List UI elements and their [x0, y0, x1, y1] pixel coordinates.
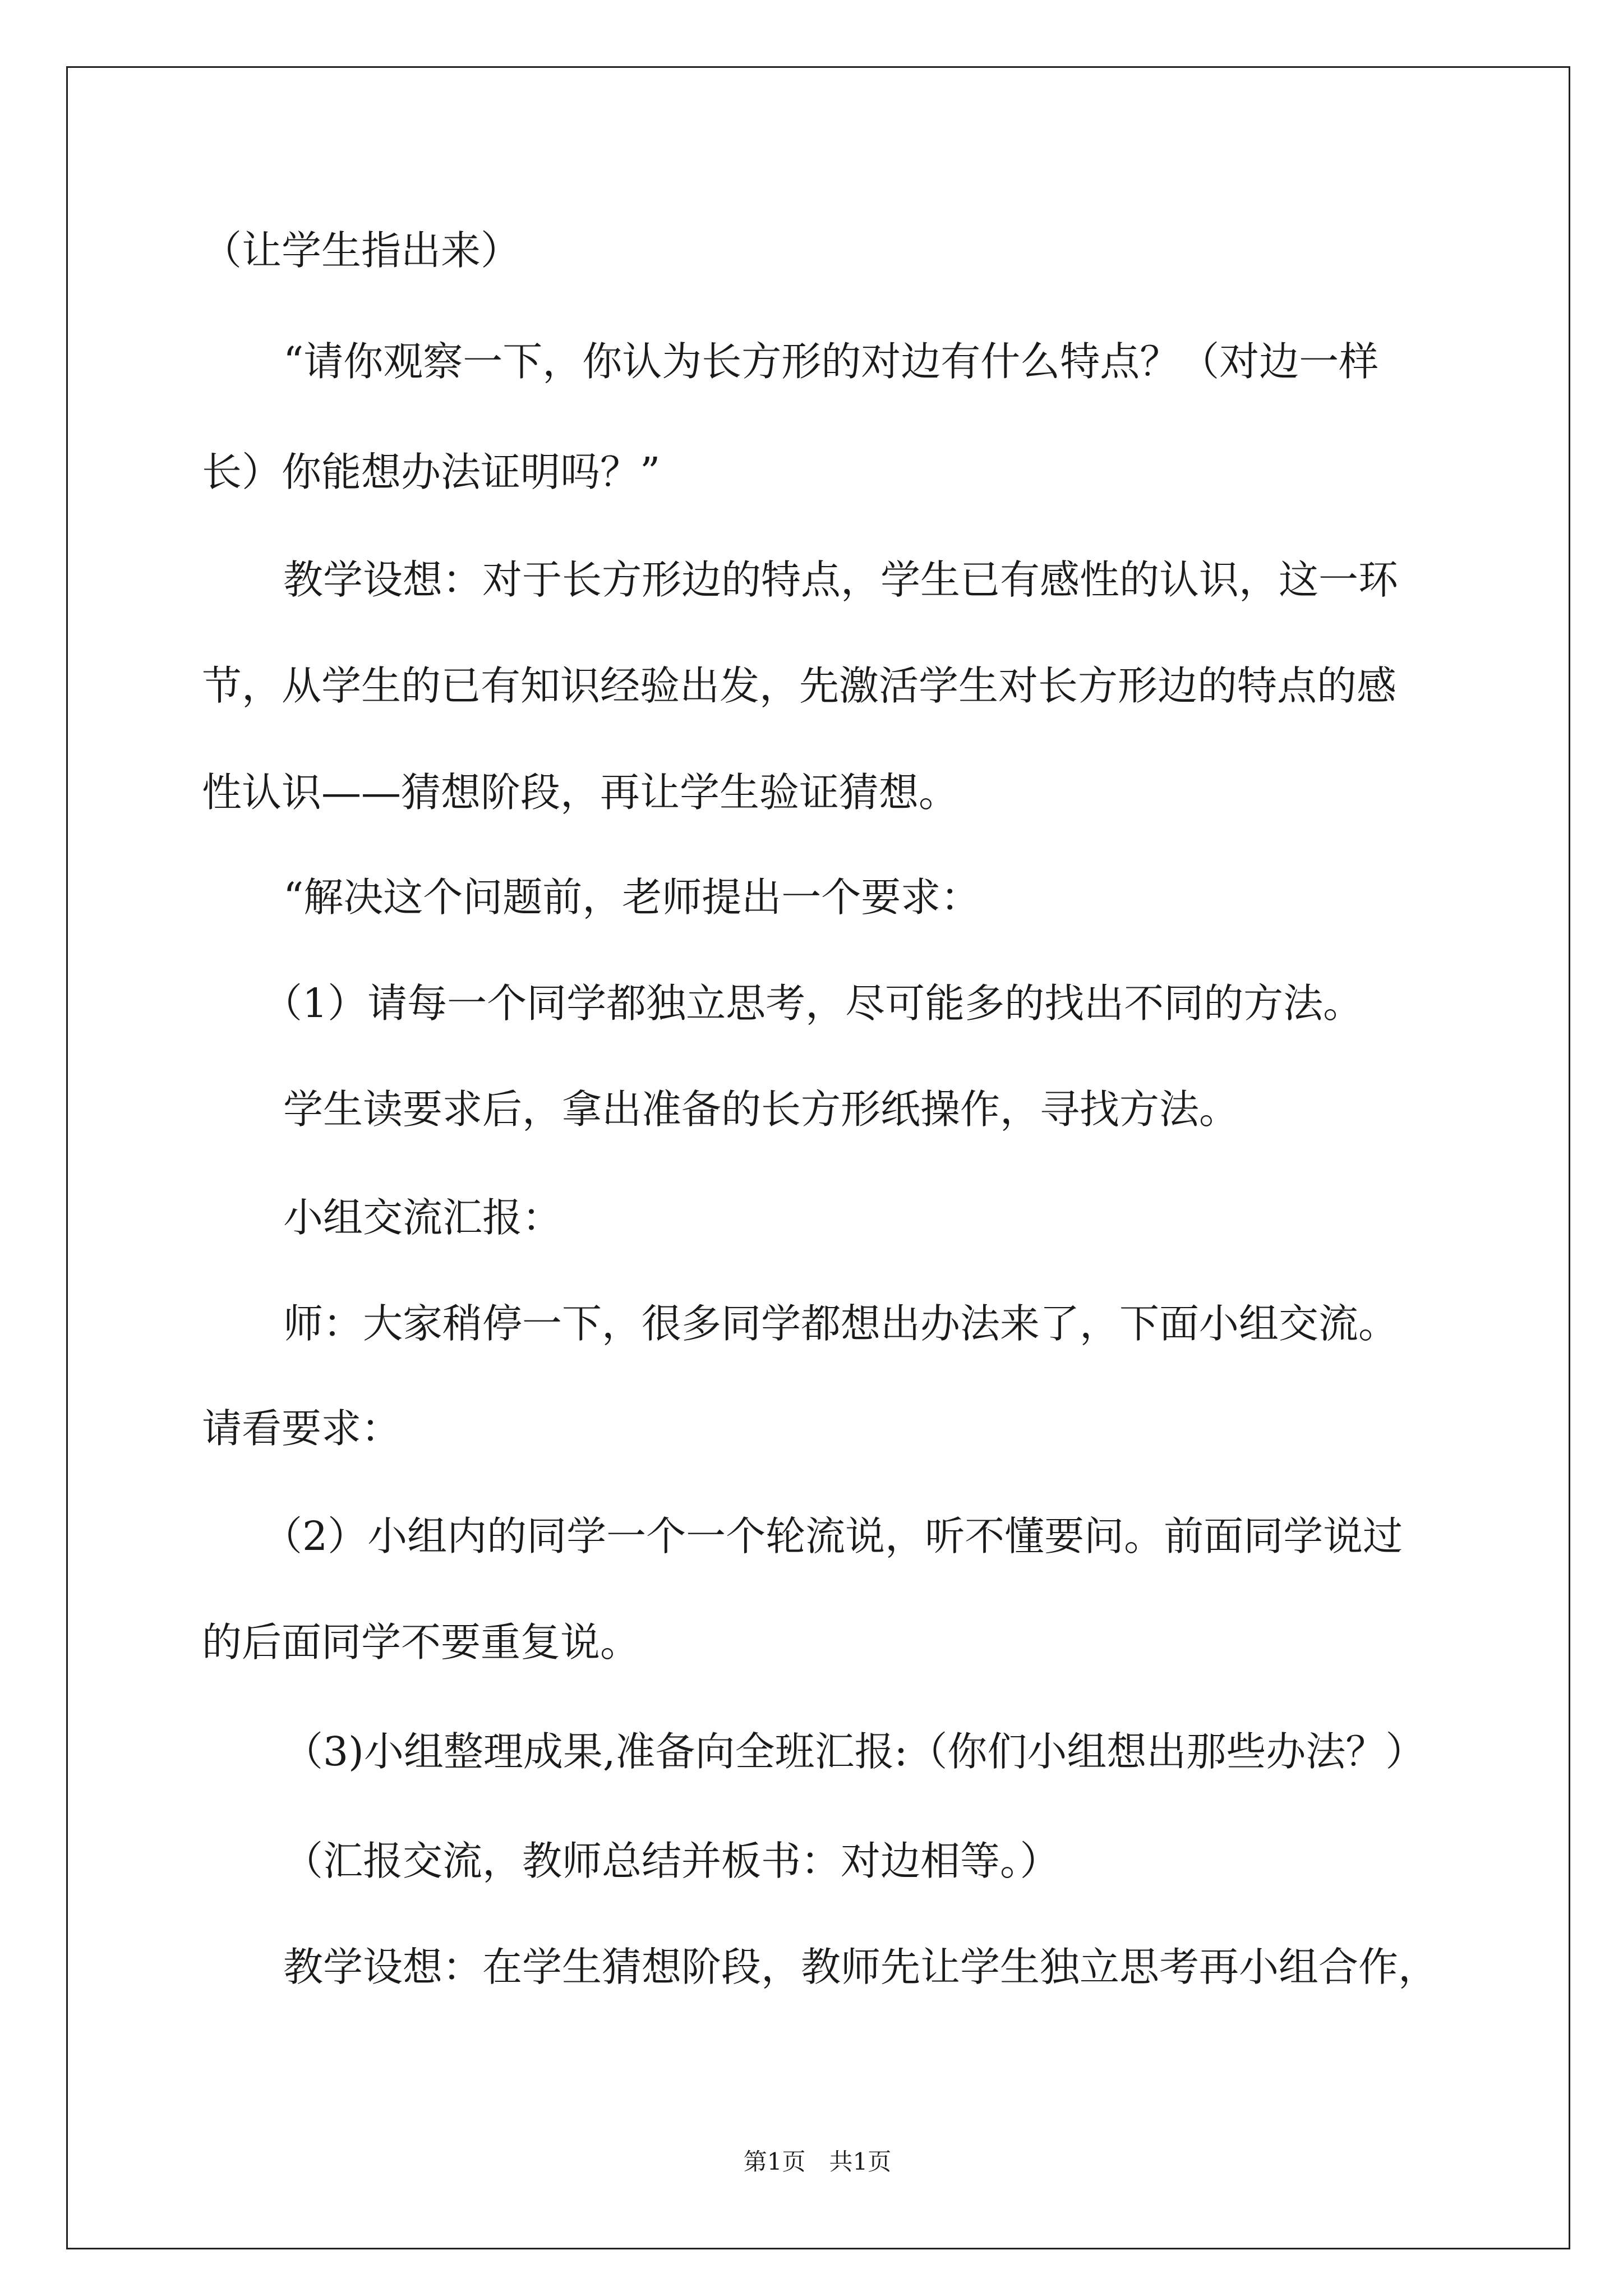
- paragraph-line: （让学生指出来）: [202, 227, 521, 274]
- paragraph-line: 教学设想：在学生猜想阶段，教师先让学生独立思考再小组合作，: [283, 1944, 1438, 1990]
- paragraph-line: 小组交流汇报：: [283, 1194, 562, 1241]
- page-number-footer: 第1页 共1页: [743, 2148, 892, 2175]
- paragraph-line: 性认识——猜想阶段，再让学生验证猜想。: [202, 769, 959, 816]
- paragraph-line: 长）你能想办法证明吗？”: [202, 449, 661, 495]
- paragraph-line: 学生读要求后，拿出准备的长方形纸操作，寻找方法。: [283, 1086, 1239, 1133]
- paragraph-line: 的后面同学不要重复说。: [202, 1619, 640, 1665]
- paragraph-line: 教学设想：对于长方形边的特点，学生已有感性的认识，这一环: [283, 556, 1399, 603]
- paragraph-line: （1）请每一个同学都独立思考，尽可能多的找出不同的方法。: [262, 980, 1363, 1027]
- paragraph-line: 师：大家稍停一下，很多同学都想出办法来了，下面小组交流。: [283, 1300, 1399, 1347]
- page-border: [66, 66, 1570, 2249]
- paragraph-line: 请看要求：: [202, 1405, 402, 1452]
- paragraph-line: （3)小组整理成果,准备向全班汇报:（你们小组想出那些办法？）: [283, 1728, 1426, 1775]
- paragraph-line: （汇报交流，教师总结并板书：对边相等。）: [283, 1838, 1060, 1884]
- paragraph-line: （2）小组内的同学一个一个轮流说，听不懂要问。前面同学说过: [262, 1513, 1403, 1559]
- paragraph-line: “解决这个问题前，老师提出一个要求：: [283, 874, 981, 921]
- paragraph-line: “请你观察一下，你认为长方形的对边有什么特点？（对边一样: [283, 338, 1379, 385]
- paragraph-line: 节，从学生的已有知识经验出发，先激活学生对长方形边的特点的感: [202, 662, 1397, 709]
